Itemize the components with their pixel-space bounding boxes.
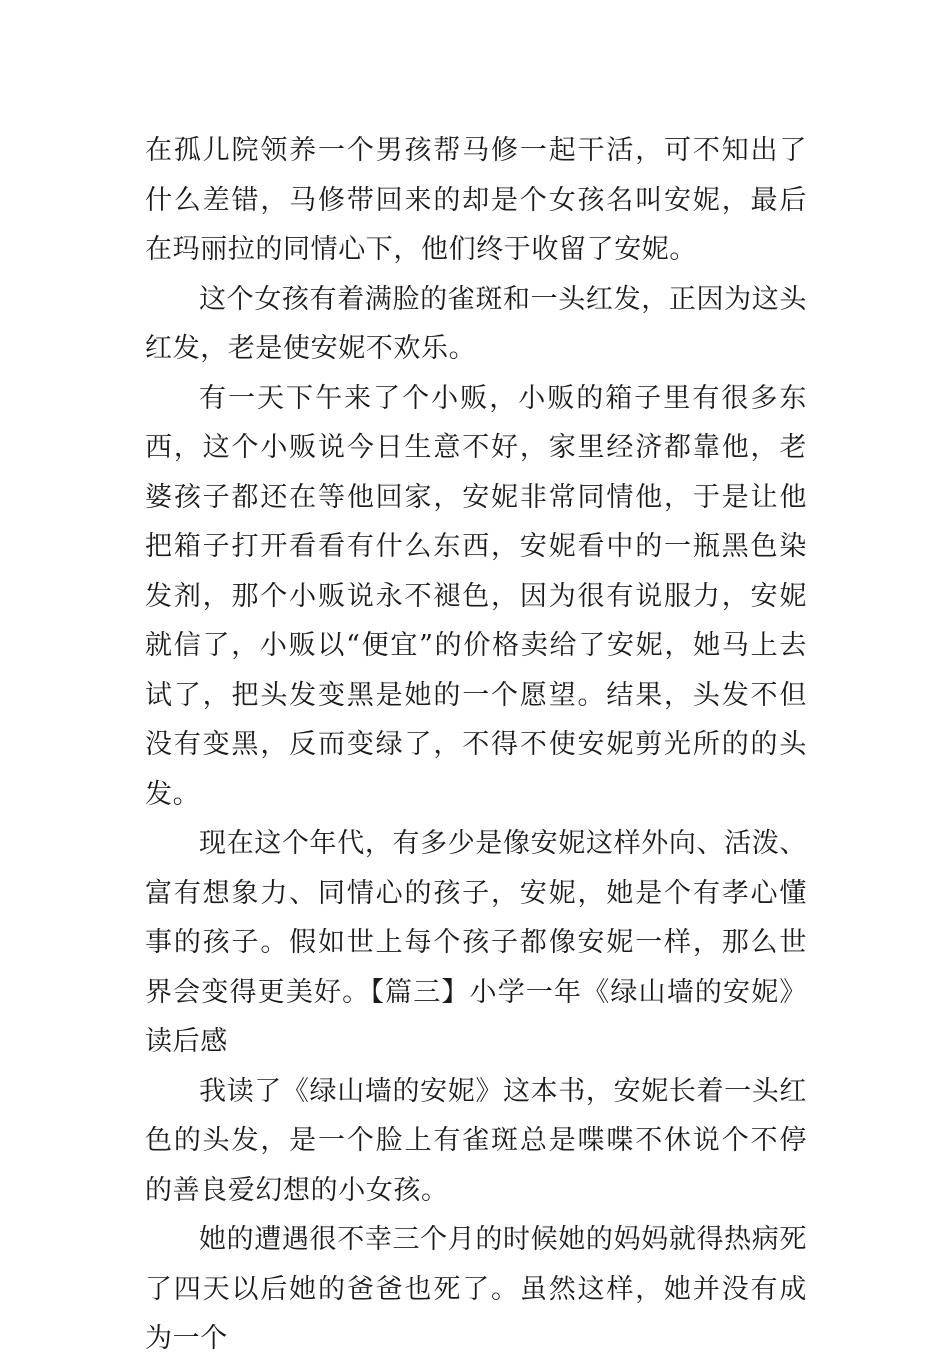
paragraph-4: 现在这个年代，有多少是像安妮这样外向、活泼、富有想象力、同情心的孩子，安妮，她是个有孝心懂事的孩子。假如世上每个孩子都像安妮一样，那么世界会变得更美好。【篇三】小学一年《绿山墙的安妮》读后感 bbox=[145, 828, 807, 1057]
document-body bbox=[145, 126, 807, 1364]
paragraph-6: 她的遭遇很不幸三个月的时候她的妈妈就得热病死了四天以后她的爸爸也死了。虽然这样，她并没有成为一个 bbox=[145, 1224, 807, 1354]
paragraph-5: 我读了《绿山墙的安妮》这本书，安妮长着一头红色的头发，是一个脸上有雀斑总是喋喋不休说个不停的善良爱幻想的小女孩。 bbox=[145, 1075, 807, 1206]
paragraph-3: 有一天下午来了个小贩，小贩的箱子里有很多东西，这个小贩说今日生意不好，家里经济都靠他，老婆孩子都还在等他回家，安妮非常同情他，于是让他把箱子打开看看有什么东西，安妮看中的一瓶黑色染发剂，那个小贩说永不褪色，因为很有说服力，安妮就信了，小贩以“便宜”的价格卖给了安妮，她马上去试了，把头发变黑是她的一个愿望。结果，头发不但没有变黑，反而变绿了，不得不使安妮剪光所的的头发。 bbox=[145, 382, 807, 810]
paragraph-2: 这个女孩有着满脸的雀斑和一头红发，正因为这头红发，老是使安妮不欢乐。 bbox=[145, 283, 807, 364]
paragraph-1: 在孤儿院领养一个男孩帮马修一起干活，可不知出了什么差错，马修带回来的却是个女孩名叫安妮，最后在玛丽拉的同情心下，他们终于收留了安妮。 bbox=[145, 135, 807, 265]
